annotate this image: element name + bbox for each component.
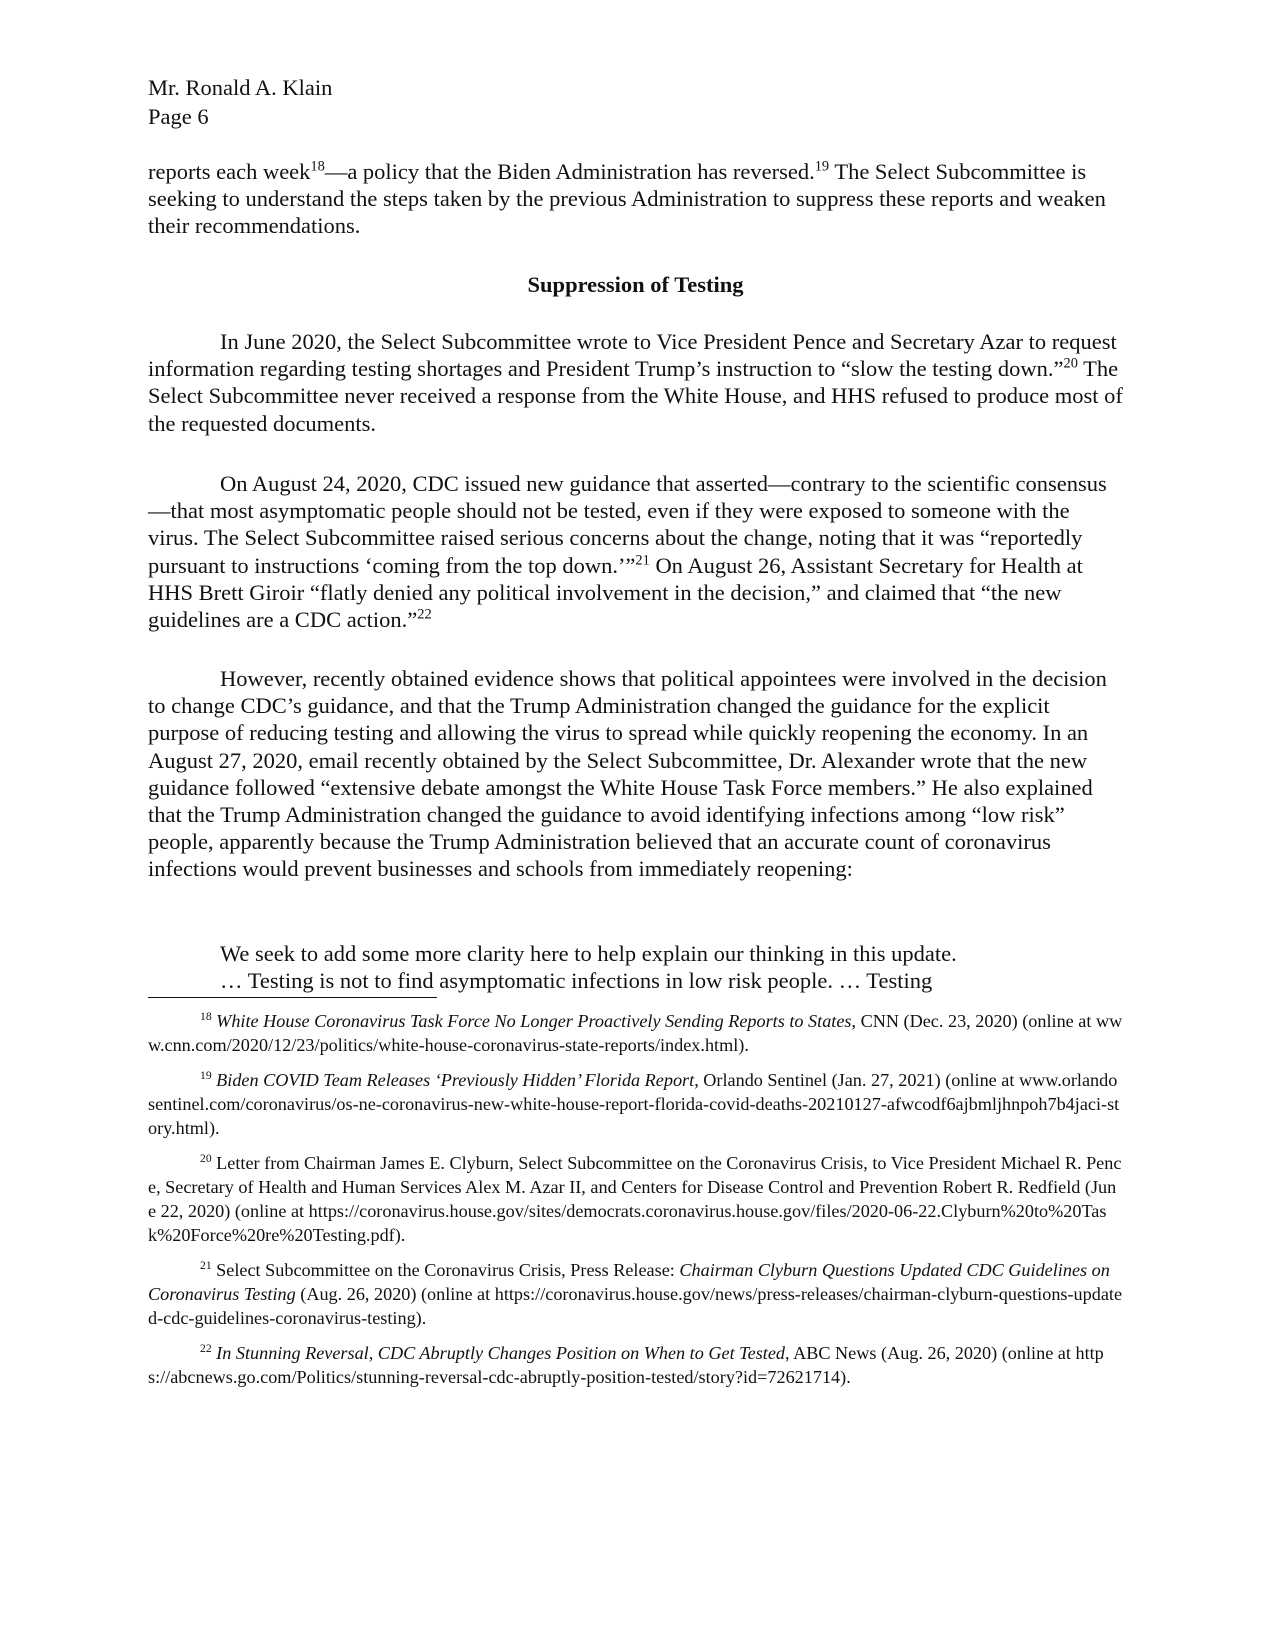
- footnote-20: [148, 1151, 1123, 1247]
- footnote-ref-20[interactable]: 20: [1063, 355, 1078, 372]
- section-heading: Suppression of Testing: [527, 272, 744, 297]
- footnote-citation: Select Subcommittee on the Coronavirus Crisis, Press Release:: [216, 1260, 680, 1280]
- text-run: In June 2020, the Select Subcommittee wrote to Vice President Pence and Secretary Azar to request information regarding testing shortages and President Trump’s instruction to “slow the testing down.”: [148, 329, 1117, 382]
- footnote-citation: (Aug. 26, 2020) (online at https://coronavirus.house.gov/news/press-releases/chairman-clyburn-questions-updated-cdc-guidelines-coronavirus-testing).: [148, 1284, 1123, 1328]
- footnote-title: In Stunning Reversal, CDC Abruptly Changes Position on When to Get Tested: [216, 1343, 786, 1363]
- paragraph-reports: [148, 158, 1123, 240]
- quote-line: We seek to add some more clarity here to help explain our thinking in this update.: [220, 941, 957, 966]
- footnote-number: 20: [200, 1151, 212, 1165]
- text-run: The Select Subcommittee never received a response from the White House, and HHS refused to produce most of the requested documents.: [148, 356, 1123, 436]
- footnotes: [148, 1009, 1123, 1400]
- text-run: reports each week: [148, 159, 311, 184]
- footnote-number: 18: [200, 1009, 212, 1023]
- footnote-ref-19[interactable]: 19: [814, 158, 830, 175]
- footnote-18: [148, 1009, 1123, 1057]
- footnote-ref-21[interactable]: 21: [635, 552, 650, 569]
- footnote-22: [148, 1341, 1123, 1389]
- letter-header: [148, 73, 332, 131]
- footnote-19: [148, 1068, 1123, 1140]
- footnote-number: 19: [200, 1068, 212, 1082]
- footnote-title: White House Coronavirus Task Force No Longer Proactively Sending Reports to States: [216, 1011, 852, 1031]
- footnote-citation: , CNN (Dec. 23, 2020) (online at www.cnn.com/2020/12/23/politics/white-house-coronavirus-state-reports/index.html).: [148, 1011, 1123, 1055]
- block-quote: [220, 940, 1100, 994]
- paragraph-text: However, recently obtained evidence shows that political appointees were involved in the decision to change CDC’s guidance, and that the Trump Administration changed the guidance for the explicit purpose of reducing testing and allowing the virus to spread while quickly reopening the economy. In an August 27, 2020, email recently obtained by the Select Subcommittee, Dr. Alexander wrote that the new guidance followed “extensive debate amongst the White House Task Force members.” He also explained that the Trump Administration changed the guidance to avoid identifying infections among “low risk” people, apparently because the Trump Administration believed that an accurate count of coronavirus infections would prevent businesses and schools from immediately reopening:: [148, 666, 1107, 882]
- footnote-separator: [148, 997, 437, 998]
- footnote-ref-18[interactable]: 18: [310, 158, 325, 175]
- paragraph-evidence: [148, 665, 1123, 883]
- text-run: On August 26, Assistant Secretary for Health at HHS Brett Giroir “flatly denied any political involvement in the decision,” and claimed that “the new guidelines are a CDC action.”: [148, 552, 1083, 633]
- paragraph-june-2020: [148, 328, 1123, 437]
- recipient-name: Mr. Ronald A. Klain: [148, 75, 333, 100]
- footnote-number: 22: [200, 1341, 212, 1355]
- text-run: The Select Subcommittee is seeking to understand the steps taken by the previous Administration to suppress these reports and weaken their recommendations.: [148, 159, 1106, 239]
- footnote-title: Biden COVID Team Releases ‘Previously Hidden’ Florida Report: [216, 1070, 695, 1090]
- footnote-title: Chairman Clyburn Questions Updated CDC Guidelines on Coronavirus Testing: [148, 1260, 1110, 1304]
- paragraph-august-24: [148, 470, 1123, 633]
- footnote-number: 21: [200, 1258, 212, 1272]
- footnote-citation: , ABC News (Aug. 26, 2020) (online at https://abcnews.go.com/Politics/stunning-reversal-cdc-abruptly-position-tested/story?id=72621714).: [148, 1343, 1104, 1387]
- footnote-ref-22[interactable]: 22: [417, 606, 432, 623]
- footnote-21: [148, 1258, 1123, 1330]
- quote-line: … Testing is not to find asymptomatic infections in low risk people. … Testing: [220, 968, 933, 994]
- footnote-citation: Letter from Chairman James E. Clyburn, Select Subcommittee on the Coronavirus Crisis, to Vice President Michael R. Pence, Secretary of Health and Human Services Alex M. Azar II, and Centers for Disease Control and Prevention Robert R. Redfield (June 22, 2020) (online at https://coronavirus.house.gov/sites/democrats.coronavirus.house.gov/files/2020-06-22.Clyburn%20to%20Task%20Force%20re%20Testing.pdf).: [148, 1153, 1122, 1245]
- page-number: Page 6: [148, 104, 209, 129]
- text-run: On August 24, 2020, CDC issued new guidance that asserted—contrary to the scientific consensus—that most asymptomatic people should not be tested, even if they were exposed to someone with the virus. The Select Subcommittee raised serious concerns about the change, noting that it was “reportedly pursuant to instructions ‘coming from the top down.’”: [148, 471, 1107, 578]
- footnote-citation: , Orlando Sentinel (Jan. 27, 2021) (online at www.orlandosentinel.com/coronavirus/os-ne-coronavirus-new-white-house-report-florida-covid-deaths-20210127-afwcodf6ajbmljhnpoh7b4jaci-story.html).: [148, 1070, 1120, 1138]
- text-run: —a policy that the Biden Administration has reversed.: [324, 159, 815, 184]
